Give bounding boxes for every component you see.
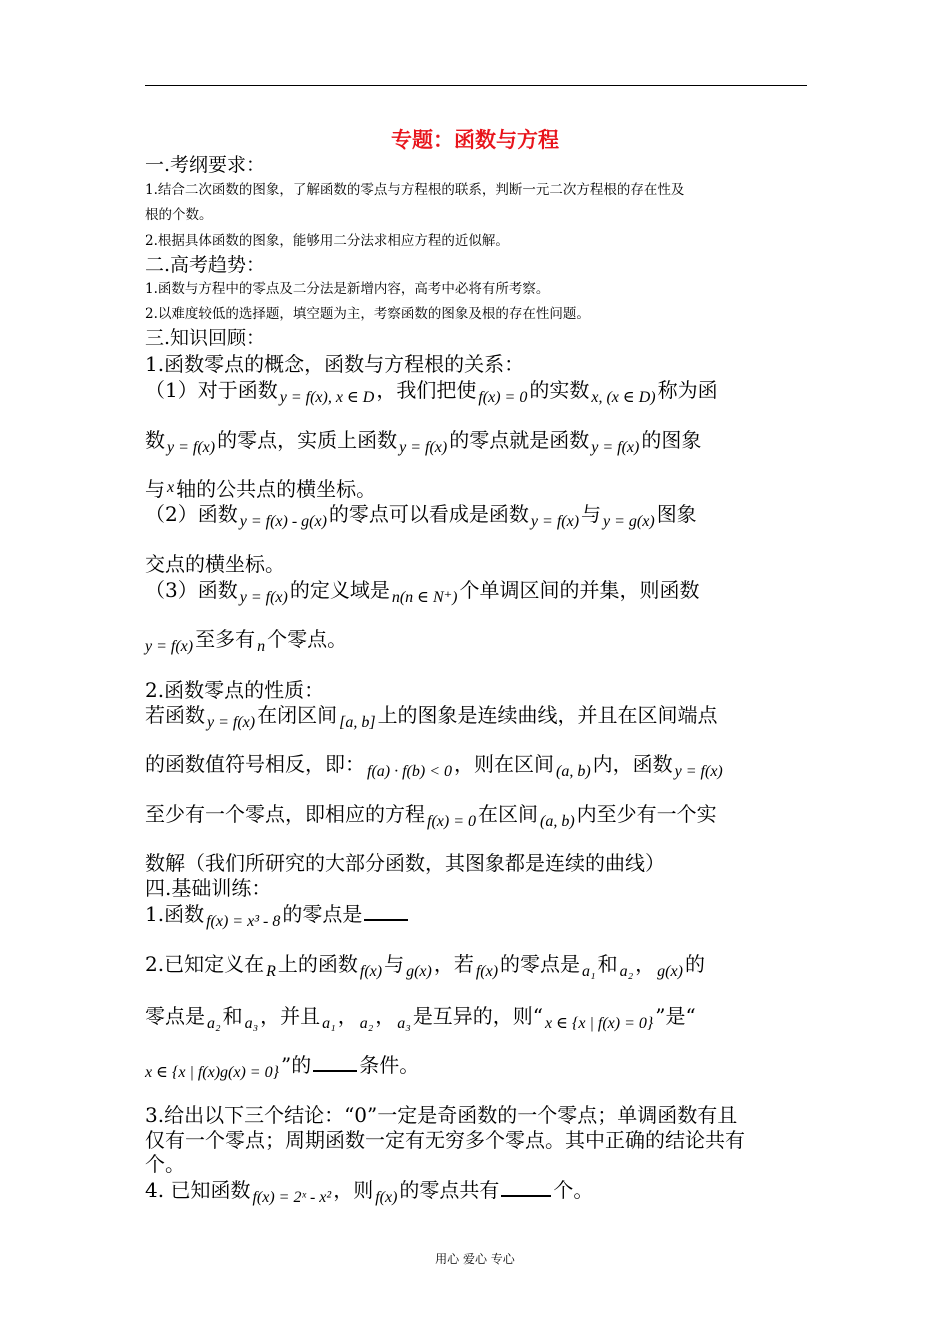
math-expr: f(x) = 0 — [427, 813, 476, 830]
review-p1-line-2: 数 $_{y = f(x)}$ 的零点，实质上函数 $_{y = f(x)}$ 的零点就是函数 $_{y = f(x)}$ 的图象 — [145, 428, 702, 456]
math-expr: x ∈ {x | f(x)g(x) = 0} — [145, 1064, 279, 1081]
review-p1-line-1: （1）对于函数 $_{y = f(x), x \in D}$ ，我们把使 $_{f(x) = 0}$ 的实数 $_{x, (x \in D)}$ 称为函 — [145, 378, 718, 406]
math-expr: f(x) — [475, 963, 499, 980]
review-p4-line-1: 若函数 $_{y = f(x)}$ 在闭区间 $_{[a, b]}$ 上的图象是连续曲线，并且在区间端点 — [145, 703, 718, 731]
math-expr: a₁ — [322, 1015, 336, 1032]
math-expr: f(x) = 0 — [478, 389, 528, 406]
math-expr: x ∈ {x | f(x) = 0} — [545, 1015, 654, 1032]
review-heading-1: 1.函数零点的概念，函数与方程根的关系： — [145, 352, 525, 376]
section-heading-review: 三.知识回顾： — [145, 327, 266, 349]
trend-line-1: 1.函数与方程中的零点及二分法是新增内容，高考中必将有所考察。 — [145, 281, 550, 297]
math-expr: f(x) — [359, 963, 383, 980]
syllabus-line-2: 根的个数。 — [145, 207, 213, 223]
math-expr: a₂ — [207, 1015, 221, 1032]
trend-line-2: 2.以难度较低的选择题，填空题为主，考察函数的图象及根的存在性问题。 — [145, 306, 590, 322]
syllabus-line-3: 2.根据具体函数的图象，能够用二分法求相应方程的近似解。 — [145, 233, 509, 249]
math-expr: y = f(x) — [591, 439, 640, 456]
page-footer: 用心 爱心 专心 — [435, 1252, 515, 1266]
math-expr: R — [266, 963, 276, 980]
exercise-3-line-2: 仅有一个零点；周期函数一定有无穷多个零点。其中正确的结论共有 — [145, 1128, 745, 1152]
review-p4-line-3: 至少有一个零点，即相应的方程 $_{f(x) = 0}$ 在区间 $_{(a, b)}$ 内至少有一个实 — [145, 802, 717, 830]
math-expr: y = g(x) — [603, 513, 655, 530]
math-expr: y = f(x) — [530, 513, 580, 530]
math-expr: y = f(x) — [674, 763, 723, 780]
math-expr: x — [167, 479, 175, 496]
math-expr: g(x) — [406, 963, 432, 980]
math-expr: y = f(x) - g(x) — [239, 513, 327, 530]
exercise-2-line-1: 2.已知定义在 $_R$ 上的函数 $_{f(x)}$ 与 $_{g(x)}$ ，若 $_{f(x)}$ 的零点是 $_{a_1}$ 和 $_{a_2}$ ， $_{g(x)}$ 的 — [145, 952, 705, 980]
exercise-2-line-2: 零点是 $_{a_2}$ 和 $_{a_3}$ ，并且 $_{a_1}$ ， $_{a_2}$ ， $_{a_3}$ 是互异的，则“ $_{x \in \{x | f(x) = 0\}}$ ”是“ — [145, 1004, 696, 1032]
section-heading-syllabus: 一.考纲要求： — [145, 154, 266, 176]
math-expr: a₁ — [582, 963, 596, 980]
math-expr: y = f(x), x ∈ D — [279, 389, 375, 406]
math-expr: f(x) — [375, 1189, 398, 1206]
math-expr: a₃ — [397, 1015, 411, 1032]
math-expr: a₃ — [244, 1015, 259, 1032]
math-expr: f(x) = x³ - 8 — [206, 913, 281, 930]
exercise-4: 4. 已知函数 $_{f(x) = 2ˣ - x^2}$ ，则 $_{f(x)}$ 的零点共有 个。 — [145, 1178, 594, 1206]
math-expr: x, (x ∈ D) — [591, 389, 656, 406]
review-heading-2: 2.函数零点的性质： — [145, 678, 325, 702]
answer-blank[interactable] — [364, 901, 408, 921]
exercise-1: 1.函数 $_{f(x) = x^3 - 8}$ 的零点是 — [145, 898, 410, 927]
review-p2-line-2: 交点的横坐标。 — [145, 552, 285, 576]
exercise-3-line-1: 3.给出以下三个结论：“0”一定是奇函数的一个零点；单调函数有且 — [145, 1103, 738, 1127]
math-expr: f(a) · f(b) < 0 — [367, 763, 452, 780]
header-rule — [145, 85, 807, 86]
section-heading-trends: 二.高考趋势： — [145, 254, 266, 276]
math-expr: n — [257, 638, 266, 655]
section-heading-exercises: 四.基础训练： — [145, 876, 272, 900]
math-expr: y = f(x) — [145, 638, 194, 655]
syllabus-line-1: 1.结合二次函数的图象，了解函数的零点与方程根的联系，判断一元二次方程根的存在性及 — [145, 182, 685, 198]
answer-blank[interactable] — [501, 1177, 551, 1197]
math-expr: (a, b) — [540, 813, 575, 830]
review-p4-line-4: 数解（我们所研究的大部分函数，其图象都是连续的曲线） — [145, 851, 665, 875]
exercise-2-line-3: $_{x \in \{x | f(x)g(x) = 0\}}$ ”的 条件。 — [145, 1053, 420, 1081]
math-expr: y = f(x) — [207, 714, 256, 731]
page-title: 专题：函数与方程 — [391, 127, 559, 152]
math-expr: y = f(x) — [239, 589, 288, 606]
math-expr: y = f(x) — [399, 439, 448, 456]
review-p3-line-2: $_{y = f(x)}$ 至多有 $_n$ 个零点。 — [145, 627, 348, 655]
review-p1-line-3: 与 $^x$ 轴的公共点的横坐标。 — [145, 477, 377, 501]
math-expr: a₂ — [619, 963, 634, 980]
review-p4-line-2: 的函数值符号相反，即： $_{f(a) \cdot f(b) < 0}$ ，则在区间 $_{(a, b)}$ 内，函数 $_{y = f(x)}$ — [145, 752, 723, 780]
review-p2-line-1: （2）函数 $_{y = f(x) - g(x)}$ 的零点可以看成是函数 $_{y = f(x)}$ 与 $_{y = g(x)}$ 图象 — [145, 502, 697, 530]
math-expr: g(x) — [657, 963, 683, 980]
math-expr: f(x) = 2ˣ - x² — [252, 1189, 332, 1206]
answer-blank[interactable] — [313, 1052, 357, 1072]
math-expr: (a, b) — [556, 763, 591, 780]
math-expr: n(n ∈ N⁺) — [391, 589, 458, 606]
math-expr: [a, b] — [339, 714, 376, 731]
math-expr: a₂ — [359, 1015, 374, 1032]
review-p3-line-1: （3）函数 $_{y = f(x)}$ 的定义域是 $_{n(n \in N^+)}$ 个单调区间的并集，则函数 — [145, 578, 700, 606]
exercise-3-line-3: 个。 — [145, 1152, 185, 1176]
math-expr: y = f(x) — [167, 439, 216, 456]
